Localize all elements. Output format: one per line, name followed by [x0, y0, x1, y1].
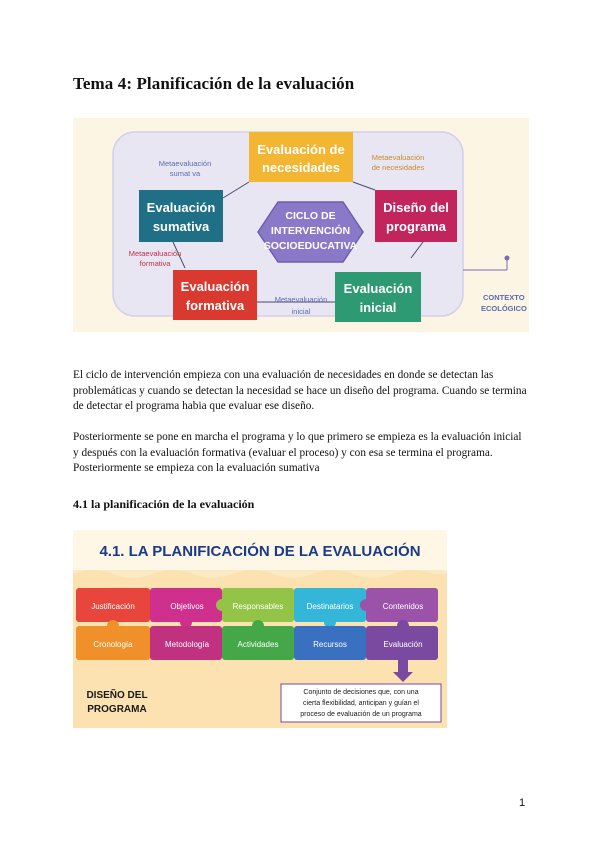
piece-destinatarios: Destinatarios [306, 602, 354, 611]
meta-formativa-line-1: Metaevaluación [128, 249, 182, 258]
diseno-label-line-2: PROGRAMA [87, 704, 147, 715]
contexto-line-1: CONTEXTO [483, 293, 525, 302]
definition-line-3: proceso de evaluación de un programa [300, 711, 422, 718]
box-inicial-line-1: Evaluación [343, 281, 413, 296]
piece-contenidos: Contenidos [382, 602, 424, 611]
box-necesidades-line-2: necesidades [261, 160, 341, 175]
diseno-label-line-1: DISEÑO DEL [86, 690, 148, 701]
cycle-diagram [73, 118, 529, 332]
center-line-1: CICLO DE [285, 210, 336, 222]
meta-necesidades-line-1: Metaevaluación [371, 153, 425, 162]
contexto-line-2: ECOLÓGICO [481, 304, 527, 313]
center-line-3: SOCIOEDUCATIVA [263, 240, 358, 252]
planning-title: 4.1. LA PLANIFICACIÓN DE LA EVALUACIÓN [99, 543, 421, 560]
box-formativa-line-1: Evaluación [180, 279, 250, 294]
page-title: Tema 4: Planificación de la evaluación [73, 74, 355, 93]
center-line-2: INTERVENCIÓN [270, 225, 351, 237]
box-formativa-line-2: formativa [185, 298, 245, 313]
paragraph-1: El ciclo de intervención empieza con una evaluación de necesidades en donde se detectan las problemáticas y cuando se detectan la necesidad se hace un diseño del programa. Cuando se termina de detectar el programa habia que evaluar ese diseño. [73, 369, 527, 413]
meta-necesidades-line-2: de necesidades [371, 163, 425, 172]
box-sumativa [139, 190, 223, 242]
section-heading: 4.1 la planificación de la evaluación [73, 497, 255, 511]
cycle-diagram-figure [73, 118, 529, 332]
box-diseno-line-2: programa [386, 219, 446, 234]
piece-actividades: Actividades [237, 640, 279, 649]
piece-metodologia: Metodología [164, 640, 210, 649]
meta-sumativa-line-1: Metaevaluación [158, 159, 212, 168]
paragraph-2: Posteriormente se pone en marcha el programa y lo que primero se empieza es la evaluación inicial y después con la evaluación formativa (evaluar el proceso) y con esa se termina el programa. Posteriormente se empieza con la evaluación sumativa [73, 431, 522, 475]
planning-diagram [73, 530, 447, 728]
definition-line-1: Conjunto de decisiones que, con una [303, 689, 419, 696]
piece-justificacion: Justificación [91, 602, 135, 611]
meta-formativa-line-2: formativa [139, 259, 171, 268]
box-diseno-line-1: Diseño del [383, 200, 449, 215]
box-sumativa-line-1: Evaluación [146, 200, 216, 215]
box-necesidades-line-1: Evaluación de [257, 142, 345, 157]
piece-evaluacion: Evaluación [383, 640, 423, 649]
page-number: 1 [519, 797, 526, 809]
piece-cronologia: Cronología [93, 640, 133, 649]
meta-inicial-line-2: inicial [291, 307, 311, 316]
box-sumativa-line-2: sumativa [152, 219, 210, 234]
meta-sumativa-line-2: sumat va [169, 169, 201, 178]
planning-diagram-figure [73, 530, 447, 728]
piece-objetivos: Objetivos [170, 602, 204, 611]
definition-line-2: cierta flexibilidad, anticipan y guían el [303, 700, 419, 707]
meta-inicial-line-1: Metaevaluación [274, 295, 328, 304]
piece-responsables: Responsables [232, 602, 284, 611]
box-diseno [375, 190, 457, 242]
piece-recursos: Recursos [313, 640, 347, 649]
box-inicial-line-2: inicial [359, 300, 397, 315]
